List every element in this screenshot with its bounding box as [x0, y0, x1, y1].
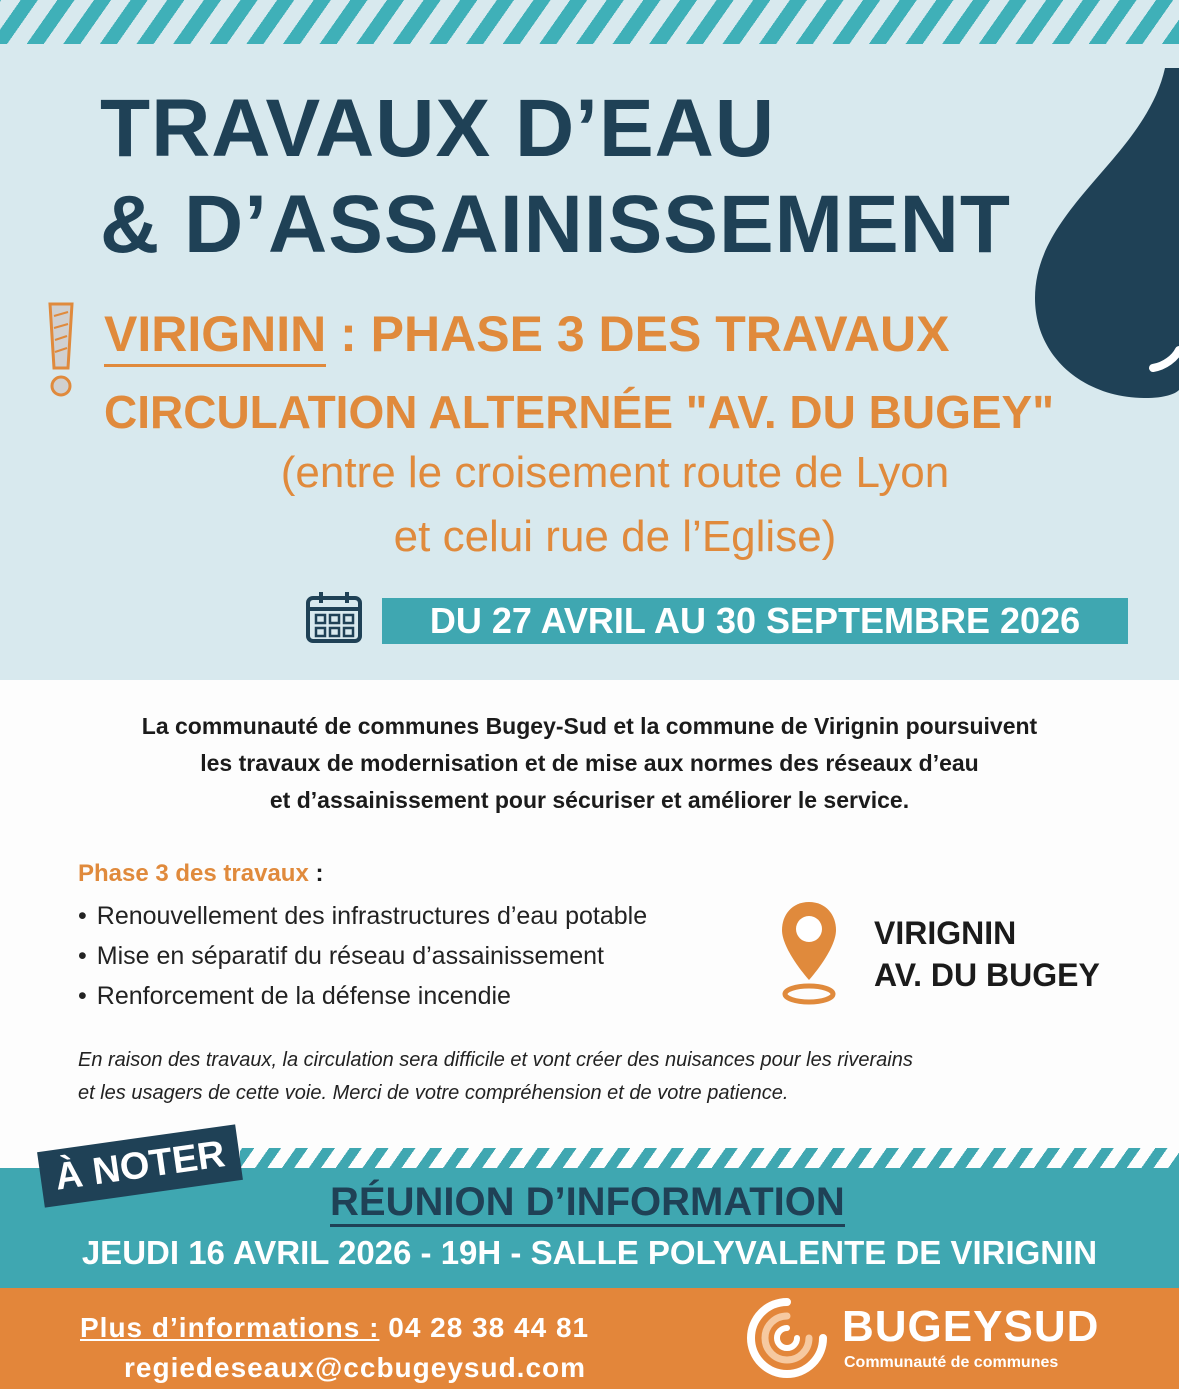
phase-town: VIRIGNIN: [104, 306, 326, 367]
phase-rest: : PHASE 3 DES TRAVAUX: [326, 306, 950, 362]
date-range-badge: DU 27 AVRIL AU 30 SEPTEMBRE 2026: [382, 598, 1128, 644]
list-item: • Renforcement de la défense incendie: [78, 980, 647, 1020]
intro-line-1: La communauté de communes Bugey-Sud et la commune de Virignin poursuivent: [141, 713, 1038, 739]
contact-email[interactable]: regiedeseaux@ccbugeysud.com: [124, 1352, 587, 1383]
title-line-1: TRAVAUX D’EAU: [100, 83, 776, 174]
note-badge: À NOTER: [37, 1124, 243, 1207]
circulation-heading: CIRCULATION ALTERNÉE "AV. DU BUGEY": [104, 386, 1055, 438]
list-item: • Mise en séparatif du réseau d’assainissement: [78, 940, 647, 980]
water-drop-icon: [1025, 68, 1179, 398]
logo-name: BUGEYSUD: [842, 1302, 1100, 1351]
phase-subheading-label: Phase 3 des travaux: [78, 860, 309, 887]
title-line-2: & D’ASSAINISSEMENT: [100, 179, 1011, 270]
location-description-2: et celui rue de l’Eglise): [393, 512, 837, 561]
location-street: AV. DU BUGEY: [874, 957, 1100, 993]
info-label: Plus d’informations :: [80, 1312, 380, 1343]
phone-number[interactable]: 04 28 38 44 81: [379, 1312, 590, 1343]
warning-exclamation-icon: [44, 302, 78, 402]
list-item: • Renouvellement des infrastructures d’eau potable: [78, 900, 647, 940]
hazard-stripes-top: [0, 0, 1179, 44]
intro-line-3: et d’assainissement pour sécuriser et améliorer le service.: [269, 787, 910, 813]
contact-phone-line: [80, 1312, 589, 1344]
notice-line-2: et les usagers de cette voie. Merci de votre compréhension et de votre patience.: [78, 1082, 789, 1104]
work-items-list: [78, 900, 647, 1020]
intro-line-2: les travaux de modernisation et de mise aux normes des réseaux d’eau: [200, 750, 979, 776]
location-description-1: (entre le croisement route de Lyon: [280, 448, 950, 497]
logo-tagline: Communauté de communes: [844, 1354, 1059, 1371]
location-town: VIRIGNIN: [874, 915, 1017, 951]
phase-heading: [104, 305, 950, 363]
map-pin-icon: [778, 898, 840, 1008]
phase-subheading: [78, 860, 323, 888]
notice-line-1: En raison des travaux, la circulation sera difficile et vont créer des nuisances pour les riverains: [78, 1049, 913, 1071]
hazard-stripes-bottom: [240, 1148, 1179, 1170]
calendar-icon: [305, 590, 363, 644]
phase-subheading-colon: :: [308, 860, 324, 887]
meeting-title: RÉUNION D’INFORMATION: [330, 1180, 845, 1227]
meeting-details: JEUDI 16 AVRIL 2026 - 19H - SALLE POLYVALENTE DE VIRIGNIN: [81, 1234, 1098, 1271]
bugeysud-logo-icon: [745, 1296, 829, 1380]
